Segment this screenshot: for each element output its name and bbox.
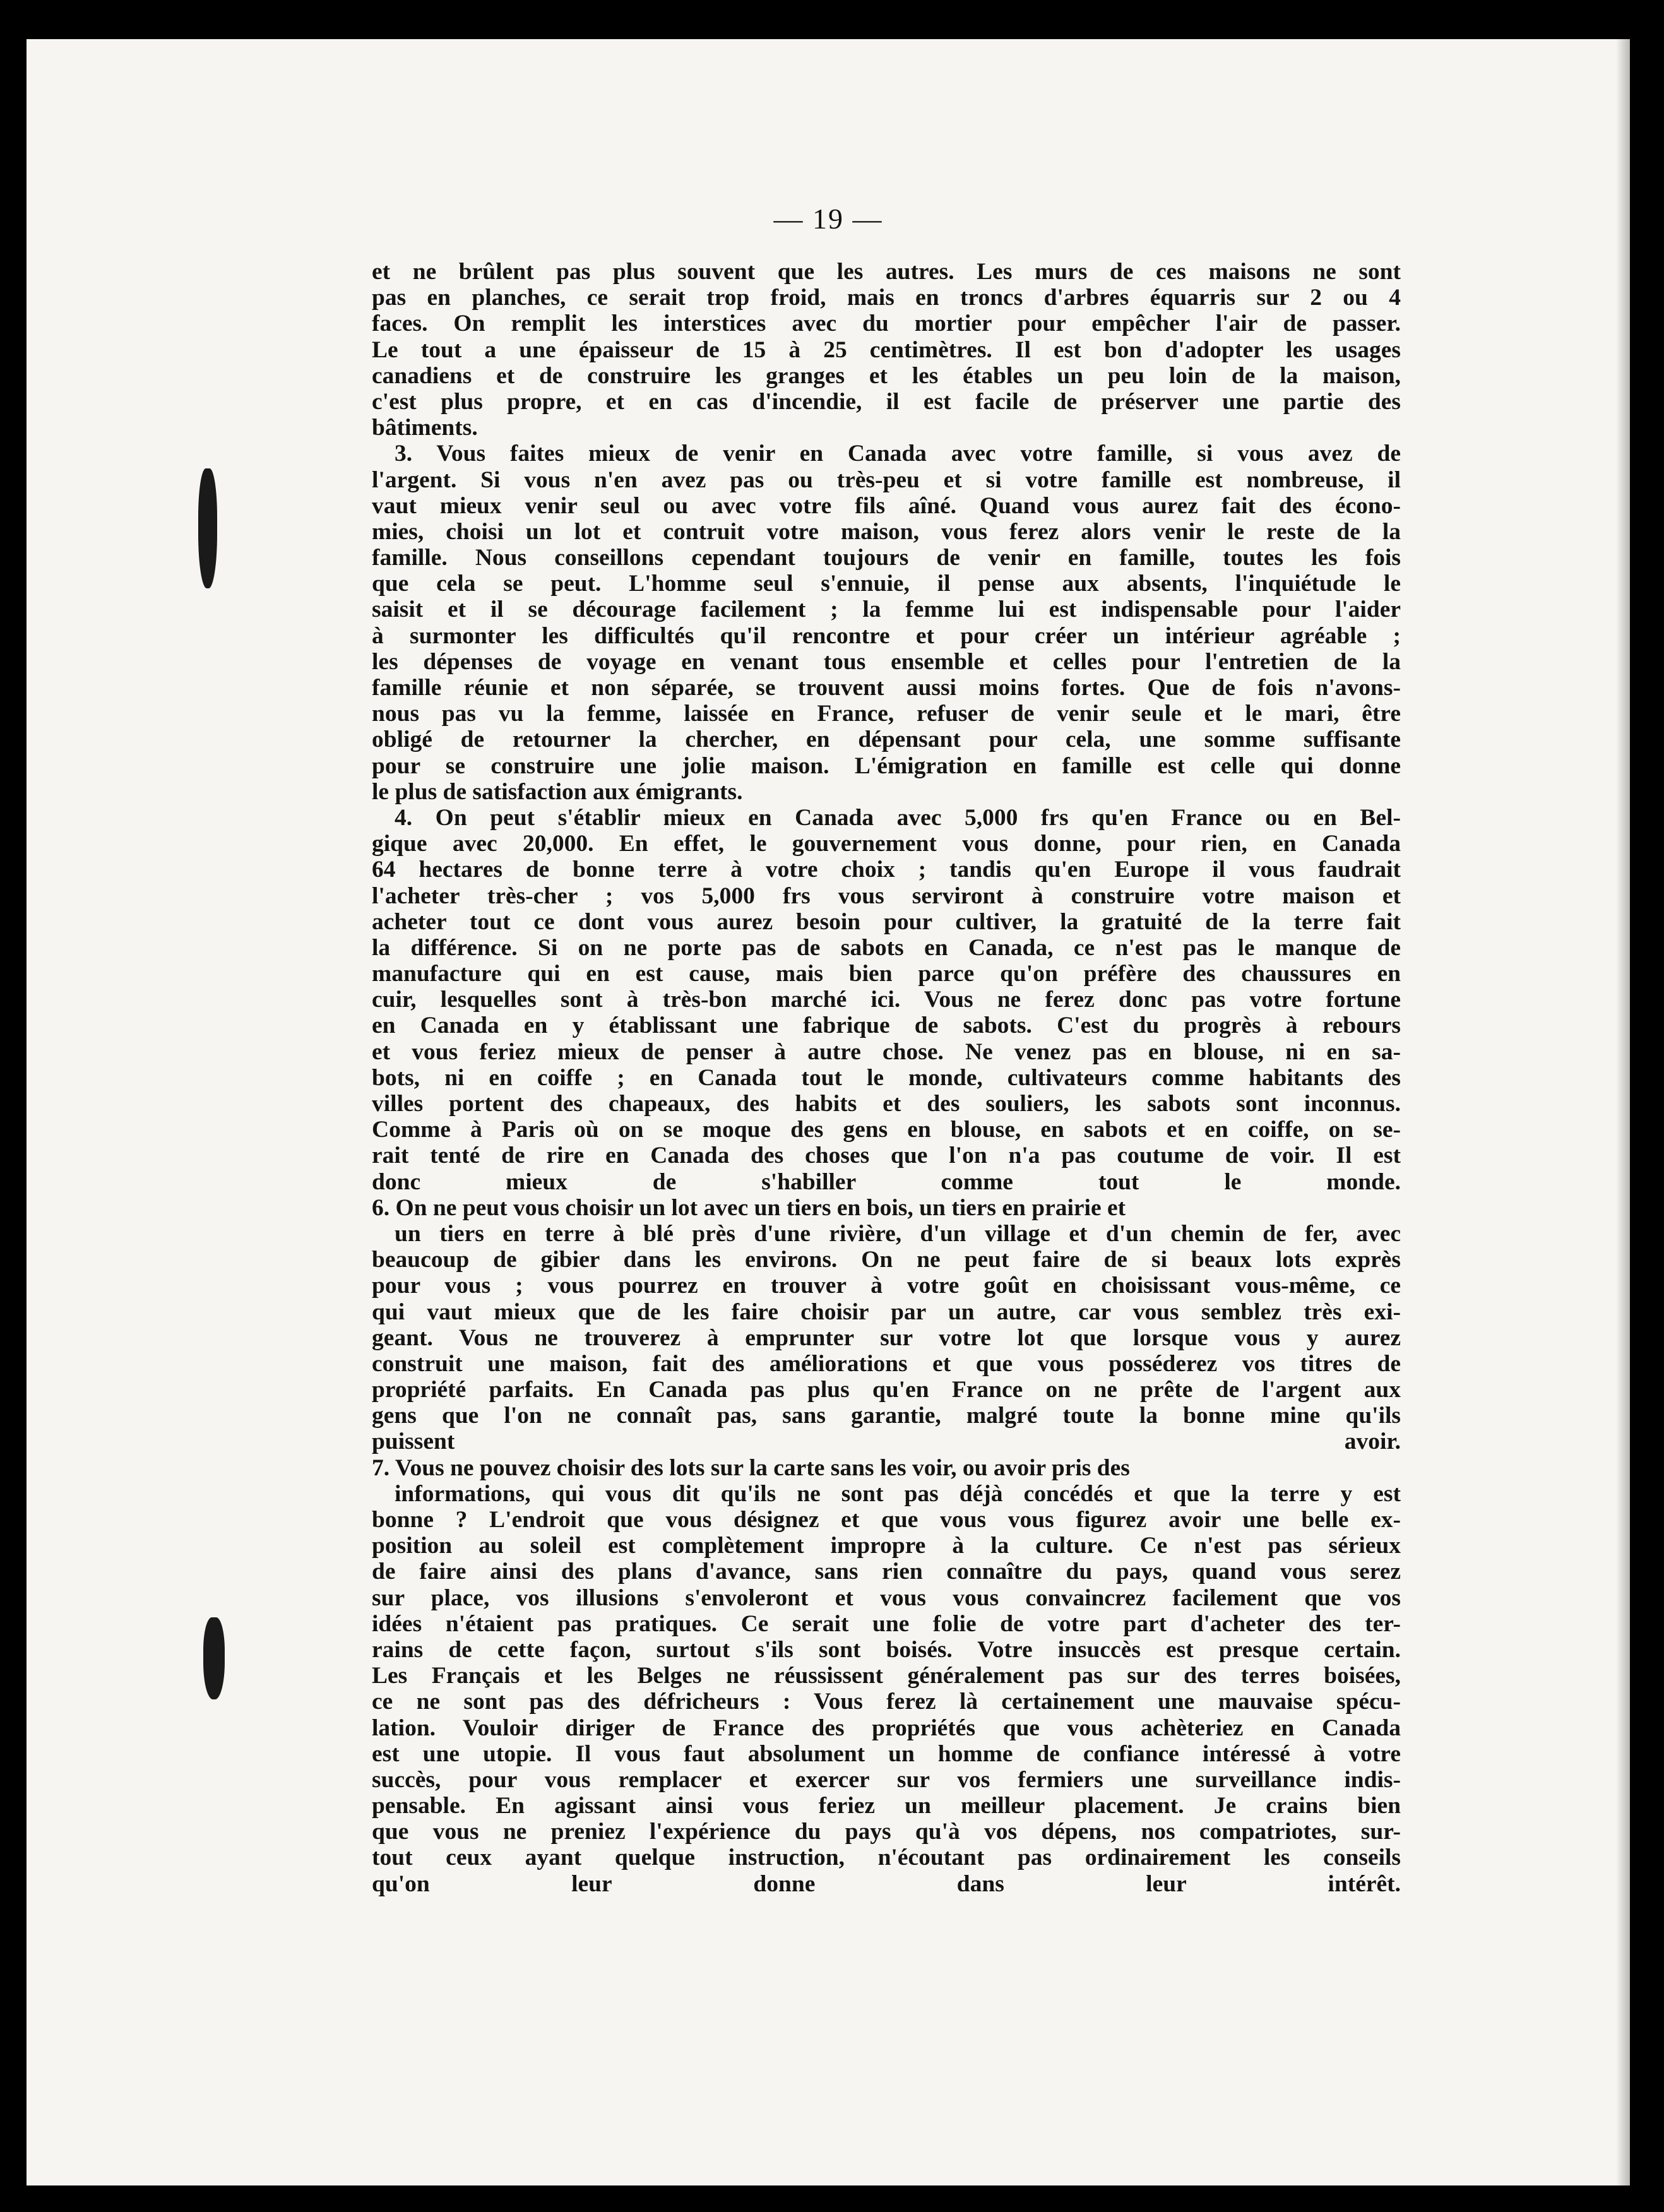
text-line: et ne brûlent pas plus souvent que les autres. Les murs de ces maisons ne sont — [372, 259, 1401, 285]
text-line: gens que l'on ne connaît pas, sans garantie, malgré toute la bonne mine qu'ils — [372, 1403, 1401, 1429]
text-line: 3. Vous faites mieux de venir en Canada avec votre famille, si vous avez de — [395, 441, 1401, 467]
text-line: canadiens et de construire les granges et les étables un peu loin de la maison, — [372, 362, 1401, 389]
text-line: qui vaut mieux que de les faire choisir par un autre, car vous semblez très exi- — [372, 1299, 1401, 1325]
text-line: 64 hectares de bonne terre à votre choix ; tandis qu'en Europe il vous faudrait — [372, 857, 1401, 883]
text-line: l'acheter très-cher ; vos 5,000 frs vous serviront à construire votre maison et — [372, 883, 1401, 909]
document-page — [27, 39, 1630, 2185]
text-line: de faire ainsi des plans d'avance, sans rien connaître du pays, quand vous serez — [372, 1559, 1401, 1585]
text-line: informations, qui vous dit qu'ils ne sont pas déjà concédés et que la terre y est — [395, 1480, 1401, 1507]
text-line: ce ne sont pas des défricheurs : Vous ferez là certainement une mauvaise spécu- — [372, 1689, 1401, 1715]
text-line: donc mieux de s'habiller comme tout le monde. — [372, 1168, 1401, 1195]
text-line: vaut mieux venir seul ou avec votre fils aîné. Quand vous aurez fait des écono- — [372, 492, 1401, 519]
text-line: famille. Nous conseillons cependant toujours de venir en famille, toutes les fois — [372, 545, 1401, 571]
text-line: 7. Vous ne pouvez choisir des lots sur la carte sans les voir, ou avoir pris des — [372, 1454, 1130, 1481]
text-line: saisit et il se décourage facilement ; la femme lui est indispensable pour l'aider — [372, 597, 1401, 623]
text-line: 6. On ne peut vous choisir un lot avec un tiers en bois, un tiers en prairie et — [372, 1194, 1126, 1221]
text-line: rains de cette façon, surtout s'ils sont boisés. Votre insuccès est presque certain. — [372, 1636, 1401, 1663]
ink-blot — [198, 468, 217, 588]
text-line: construit une maison, fait des améliorations et que vous posséderez vos titres de — [372, 1350, 1401, 1377]
text-line: Comme à Paris où on se moque des gens en blouse, en sabots et en coiffe, on se- — [372, 1117, 1401, 1143]
ink-blot — [203, 1617, 225, 1699]
text-line: pas en planches, ce serait trop froid, mais en troncs d'arbres équarris sur 2 ou 4 — [372, 285, 1401, 311]
text-line: obligé de retourner la chercher, en dépensant pour cela, une somme suffisante — [372, 727, 1401, 753]
text-line: bots, ni en coiffe ; en Canada tout le monde, cultivateurs comme habitants des — [372, 1064, 1401, 1091]
text-line: que vous ne preniez l'expérience du pays qu'à vos dépens, nos compatriotes, sur- — [372, 1819, 1401, 1845]
page-number: — 19 — — [773, 203, 883, 235]
text-line: la différence. Si on ne porte pas de sabots en Canada, ce n'est pas le manque de — [372, 934, 1401, 961]
text-line: pensable. En agissant ainsi vous feriez un meilleur placement. Je crains bien — [372, 1793, 1401, 1819]
text-line: rait tenté de rire en Canada des choses que l'on n'a pas coutume de voir. Il est — [372, 1143, 1401, 1169]
text-line: le plus de satisfaction aux émigrants. — [372, 778, 743, 805]
text-line: propriété parfaits. En Canada pas plus qu'en France on ne prête de l'argent aux — [372, 1377, 1401, 1403]
text-line: lation. Vouloir diriger de France des propriétés que vous achèteriez en Canada — [372, 1715, 1401, 1741]
text-line: l'argent. Si vous n'en avez pas ou très-peu et si votre famille est nombreuse, il — [372, 467, 1401, 493]
text-line: que cela se peut. L'homme seul s'ennuie, il pense aux absents, l'inquiétude le — [372, 571, 1401, 597]
text-line: nous pas vu la femme, laissée en France, refuser de venir seule et le mari, être — [372, 701, 1401, 727]
text-line: Le tout a une épaisseur de 15 à 25 centimètres. Il est bon d'adopter les usages — [372, 336, 1401, 363]
text-line: succès, pour vous remplacer et exercer sur vos fermiers une surveillance indis- — [372, 1766, 1401, 1793]
text-line: villes portent des chapeaux, des habits et des souliers, les sabots sont inconnus. — [372, 1091, 1401, 1117]
text-line: en Canada en y établissant une fabrique de sabots. C'est du progrès à rebours — [372, 1013, 1401, 1039]
text-line: cuir, lesquelles sont à très-bon marché ici. Vous ne ferez donc pas votre fortune — [372, 987, 1401, 1013]
text-line: qu'on leur donne dans leur intérêt. — [372, 1870, 1401, 1897]
text-line: faces. On remplit les interstices avec du mortier pour empêcher l'air de passer. — [372, 311, 1401, 337]
text-line: à surmonter les difficultés qu'il rencontre et pour créer un intérieur agréable ; — [372, 622, 1401, 649]
page-body-text — [372, 259, 1401, 1897]
text-line: acheter tout ce dont vous aurez besoin pour cultiver, la gratuité de la terre fait — [372, 908, 1401, 935]
text-line: pour vous ; vous pourrez en trouver à votre goût en choisissant vous-même, ce — [372, 1273, 1401, 1299]
text-line: les dépenses de voyage en venant tous ensemble et celles pour l'entretien de la — [372, 648, 1401, 675]
text-line: sur place, vos illusions s'envoleront et vous vous convaincrez facilement que vos — [372, 1585, 1401, 1611]
text-line: bonne ? L'endroit que vous désignez et que vous vous figurez avoir une belle ex- — [372, 1507, 1401, 1533]
text-line: pour se construire une jolie maison. L'émigration en famille est celle qui donne — [372, 752, 1401, 779]
text-line: bâtiments. — [372, 415, 478, 441]
text-line: tout ceux ayant quelque instruction, n'écoutant pas ordinairement les conseils — [372, 1845, 1401, 1871]
text-line: mies, choisi un lot et contruit votre maison, vous ferez alors venir le reste de la — [372, 518, 1401, 545]
text-line: Les Français et les Belges ne réussissent généralement pas sur des terres boisées, — [372, 1663, 1401, 1689]
text-line: puissent avoir. — [372, 1429, 1401, 1455]
text-line: est une utopie. Il vous faut absolument un homme de confiance intéressé à votre — [372, 1740, 1401, 1767]
text-line: manufacture qui en est cause, mais bien parce qu'on préfère des chaussures en — [372, 961, 1401, 987]
text-line: un tiers en terre à blé près d'une rivière, d'un village et d'un chemin de fer, avec — [395, 1220, 1401, 1247]
page-edge-shadow — [1616, 39, 1630, 2185]
text-line: idées n'étaient pas pratiques. Ce serait une folie de votre part d'acheter des ter- — [372, 1610, 1401, 1637]
text-line: c'est plus propre, et en cas d'incendie, il est facile de préserver une partie des — [372, 388, 1401, 415]
text-line: 4. On peut s'établir mieux en Canada avec 5,000 frs qu'en France ou en Bel- — [395, 804, 1401, 831]
text-line: beaucoup de gibier dans les environs. On ne peut faire de si beaux lots exprès — [372, 1247, 1401, 1273]
text-line: position au soleil est complètement impropre à la culture. Ce n'est pas sérieux — [372, 1533, 1401, 1559]
text-line: et vous feriez mieux de penser à autre chose. Ne venez pas en blouse, ni en sa- — [372, 1038, 1401, 1065]
text-line: geant. Vous ne trouverez à emprunter sur votre lot que lorsque vous y aurez — [372, 1324, 1401, 1351]
text-line: gique avec 20,000. En effet, le gouvernement vous donne, pour rien, en Canada — [372, 831, 1401, 857]
text-line: famille réunie et non séparée, se trouvent aussi moins fortes. Que de fois n'avons- — [372, 675, 1401, 701]
